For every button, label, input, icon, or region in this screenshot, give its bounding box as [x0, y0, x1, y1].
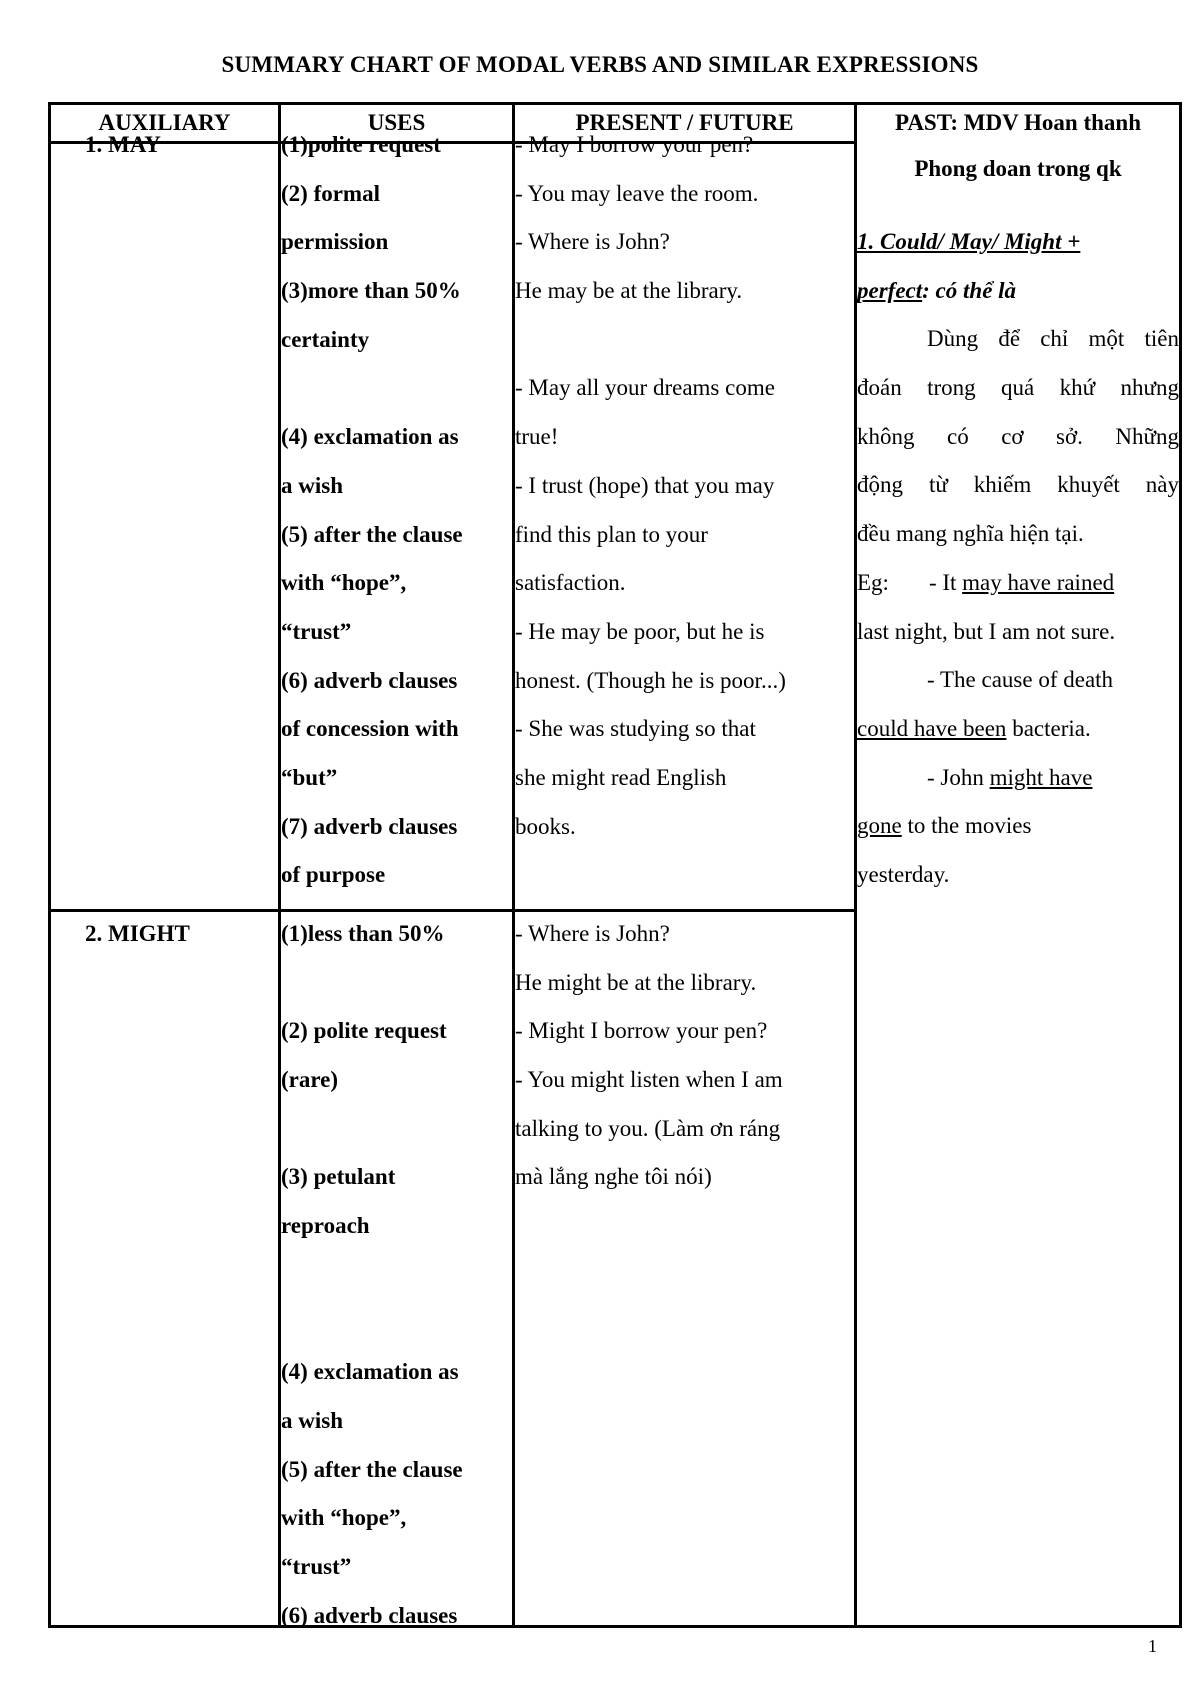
- past-example-2-cont: [857, 705, 1179, 754]
- use-item: “trust”: [281, 1553, 352, 1579]
- example-line: honest. (Though he is poor...): [515, 667, 786, 693]
- use-item: reproach: [281, 1213, 370, 1239]
- example-line: He might be at the library.: [515, 969, 757, 995]
- examples-may: [515, 121, 853, 851]
- past-example-3-end: yesterday.: [857, 861, 950, 887]
- header-auxiliary: AUXILIARY: [98, 110, 231, 135]
- example-line: - You might listen when I am: [515, 1067, 783, 1093]
- example-line: - Might I borrow your pen?: [515, 1018, 768, 1044]
- use-item: (5) after the clause: [281, 521, 463, 547]
- use-item: a wish: [281, 1407, 343, 1433]
- use-item: (6) adverb clauses: [281, 1602, 458, 1628]
- uses-may: [281, 121, 511, 900]
- example-line: - May all your dreams come: [515, 375, 775, 401]
- example-line: books.: [515, 813, 576, 839]
- example-line: [515, 316, 853, 365]
- header-present-future: PRESENT / FUTURE: [575, 110, 794, 135]
- use-item: “trust”: [281, 618, 352, 644]
- example-modal-underlined: might have: [989, 764, 1093, 790]
- example-line: - May I borrow your pen?: [515, 132, 754, 157]
- use-item: (2) formal: [281, 180, 380, 206]
- page-number: 1: [1148, 1636, 1157, 1656]
- use-item: (3) petulant: [281, 1164, 396, 1190]
- example-line: satisfaction.: [515, 570, 626, 596]
- past-description-line: đều mang nghĩa hiện tại.: [857, 521, 1084, 547]
- header-past-subtitle: Phong doan trong qk: [914, 156, 1122, 181]
- use-item: “but”: [281, 764, 338, 790]
- use-item: [281, 364, 511, 413]
- use-item: [281, 959, 511, 1008]
- example-line: find this plan to your: [515, 521, 708, 547]
- example-text: - It: [928, 569, 963, 595]
- example-line: mà lắng nghe tôi nói): [515, 1164, 712, 1190]
- auxiliary-might: 2. MIGHT: [85, 921, 190, 946]
- use-item: (3)more than 50%: [281, 278, 461, 304]
- use-item: [281, 1105, 511, 1154]
- past-column-content: [857, 218, 1179, 900]
- example-label: Eg:: [857, 569, 889, 595]
- example-line: He may be at the library.: [515, 278, 743, 304]
- past-example-3: [857, 754, 1179, 803]
- example-line: - You may leave the room.: [515, 180, 759, 206]
- past-description-line: đoán trong quá khứ nhưng: [857, 375, 1179, 401]
- past-heading-meaning: : có thể là: [922, 277, 1017, 303]
- use-item: (4) exclamation as: [281, 1359, 459, 1385]
- example-line: - He may be poor, but he is: [515, 618, 765, 644]
- past-example-1-cont: last night, but I am not sure.: [857, 618, 1116, 644]
- use-item: of purpose: [281, 862, 386, 888]
- use-item: certainty: [281, 326, 370, 352]
- use-item: (rare): [281, 1067, 339, 1093]
- document-title: SUMMARY CHART OF MODAL VERBS AND SIMILAR EXPRESSIONS: [221, 52, 979, 77]
- use-item: (5) after the clause: [281, 1456, 463, 1482]
- past-heading-line1: [857, 218, 1179, 267]
- use-item: (1)less than 50%: [281, 921, 445, 946]
- example-line: she might read English: [515, 764, 727, 790]
- example-text: bacteria.: [1006, 715, 1091, 741]
- example-line: true!: [515, 424, 559, 450]
- header-past: PAST: MDV Hoan thanh: [894, 110, 1141, 135]
- header-uses: USES: [367, 110, 426, 135]
- past-description-line: không có cơ sở. Những: [857, 423, 1179, 449]
- past-example-2: - The cause of death: [927, 667, 1114, 693]
- use-item: (6) adverb clauses: [281, 667, 458, 693]
- use-item: (4) exclamation as: [281, 424, 459, 450]
- past-heading-line2: [857, 267, 1179, 316]
- use-item: (7) adverb clauses: [281, 813, 458, 839]
- example-line: - I trust (hope) that you may: [515, 472, 775, 498]
- example-text: - John: [927, 764, 990, 790]
- example-modal-underlined: gone: [857, 813, 902, 839]
- use-item: (1)polite request: [281, 132, 441, 157]
- example-modal-underlined: could have been: [857, 715, 1007, 741]
- use-item: permission: [281, 229, 389, 255]
- example-line: - She was studying so that: [515, 716, 756, 742]
- use-item: with “hope”,: [281, 570, 407, 596]
- past-description-line: Dùng để chỉ một tiên: [927, 326, 1179, 352]
- uses-might: [281, 910, 511, 1640]
- past-heading-perfect: perfect: [857, 277, 923, 303]
- use-item: (2) polite request: [281, 1018, 447, 1044]
- past-example-1: [857, 559, 1179, 608]
- use-item: [281, 1251, 511, 1300]
- example-line: - Where is John?: [515, 921, 670, 946]
- use-item: [281, 1300, 511, 1349]
- use-item: of concession with: [281, 716, 459, 742]
- example-text: to the movies: [901, 813, 1032, 839]
- use-item: a wish: [281, 472, 343, 498]
- past-example-3-cont: [857, 802, 1179, 851]
- past-heading-modals: 1. Could/ May/ Might +: [857, 229, 1081, 254]
- modal-verbs-table: [48, 102, 1182, 1628]
- example-line: talking to you. (Làm ơn ráng: [515, 1115, 781, 1141]
- auxiliary-may: 1. MAY: [85, 132, 161, 157]
- example-line: - Where is John?: [515, 229, 670, 255]
- examples-might: [515, 910, 853, 1202]
- use-item: with “hope”,: [281, 1505, 407, 1531]
- past-description-line: động từ khiếm khuyết này: [857, 472, 1179, 498]
- example-modal-underlined: may have rained: [962, 569, 1115, 595]
